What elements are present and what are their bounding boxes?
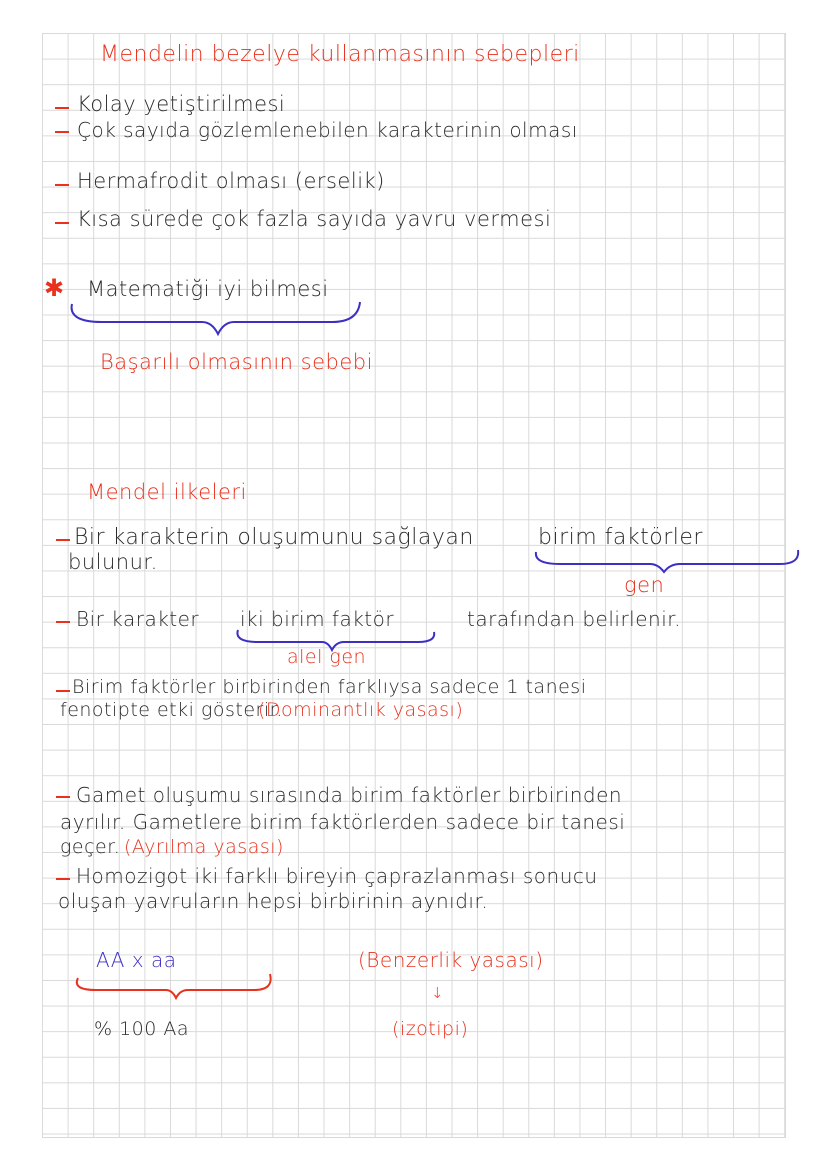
principle-5-law-alt: (izotipi) [392,1018,469,1040]
principle-2-end: tarafından belirlenir. [467,607,682,631]
principle-4-line2: ayrılır. Gametlere birim faktörlerden sadece bir tanesi [60,810,626,834]
principle-3-law: (Dominantlık yasası) [258,699,464,721]
bullet-dash [55,222,69,224]
list-item: Kısa sürede çok fazla sayıda yavru vermesi [77,207,552,231]
list-item: Hermafrodit olması (erselik) [77,169,385,193]
principle-3-line2: fenotipte etki gösterir. [60,699,283,721]
principle-1-note: gen [624,573,665,597]
brace-under-star-item [62,300,372,340]
principle-1-line2: bulunur. [68,550,158,574]
star-icon: ✱ [44,274,65,302]
section1-title: Mendelin bezelye kullanmasının sebepleri [100,42,580,67]
bullet-dash [56,796,70,798]
principle-4-law: (Ayrılma yasası) [124,836,284,858]
brace-under-cross [70,966,280,996]
bullet-dash [56,621,70,623]
principle-4-line3: geçer. [60,836,121,858]
arrow-down-icon: ↓ [431,984,445,1002]
bullet-dash [55,184,69,186]
brace-under-birim-faktorler [530,548,810,578]
bullet-dash [56,539,70,541]
cross-formula: AA x aa [96,948,177,972]
principle-5-line2: oluşan yavruların hepsi birbirinin aynıdır. [58,889,489,913]
list-item: Kolay yetiştirilmesi [77,92,286,116]
principle-4-line1: Gamet oluşumu sırasında birim faktörler birbirinden [76,783,623,807]
list-item: Çok sayıda gözlemlenebilen karakterinin olması [77,118,578,142]
principle-2-highlight: iki birim faktör [240,607,395,631]
cross-result: % 100 Aa [94,1018,190,1040]
bullet-dash [55,107,69,109]
bullet-dash [56,878,70,880]
bullet-dash [55,131,69,133]
star-item: Matematiği iyi bilmesi [87,277,329,301]
principle-5-line1: Homozigot iki farklı bireyin çaprazlanması sonucu [76,864,598,888]
principle-1-line1: Bir karakterin oluşumunu sağlayan [74,525,474,550]
principle-1-highlight: birim faktörler [538,525,703,550]
bullet-dash [56,690,70,692]
principle-2-start: Bir karakter [76,607,200,631]
section2-title: Mendel ilkeleri [87,480,247,504]
principle-3-line1: Birim faktörler birbirinden farklıysa sadece 1 tanesi [72,676,587,698]
principle-5-law: (Benzerlik yasası) [358,948,544,972]
principle-2-note: alel gen [287,646,367,668]
star-note: Başarılı olmasının sebebi [100,350,373,374]
